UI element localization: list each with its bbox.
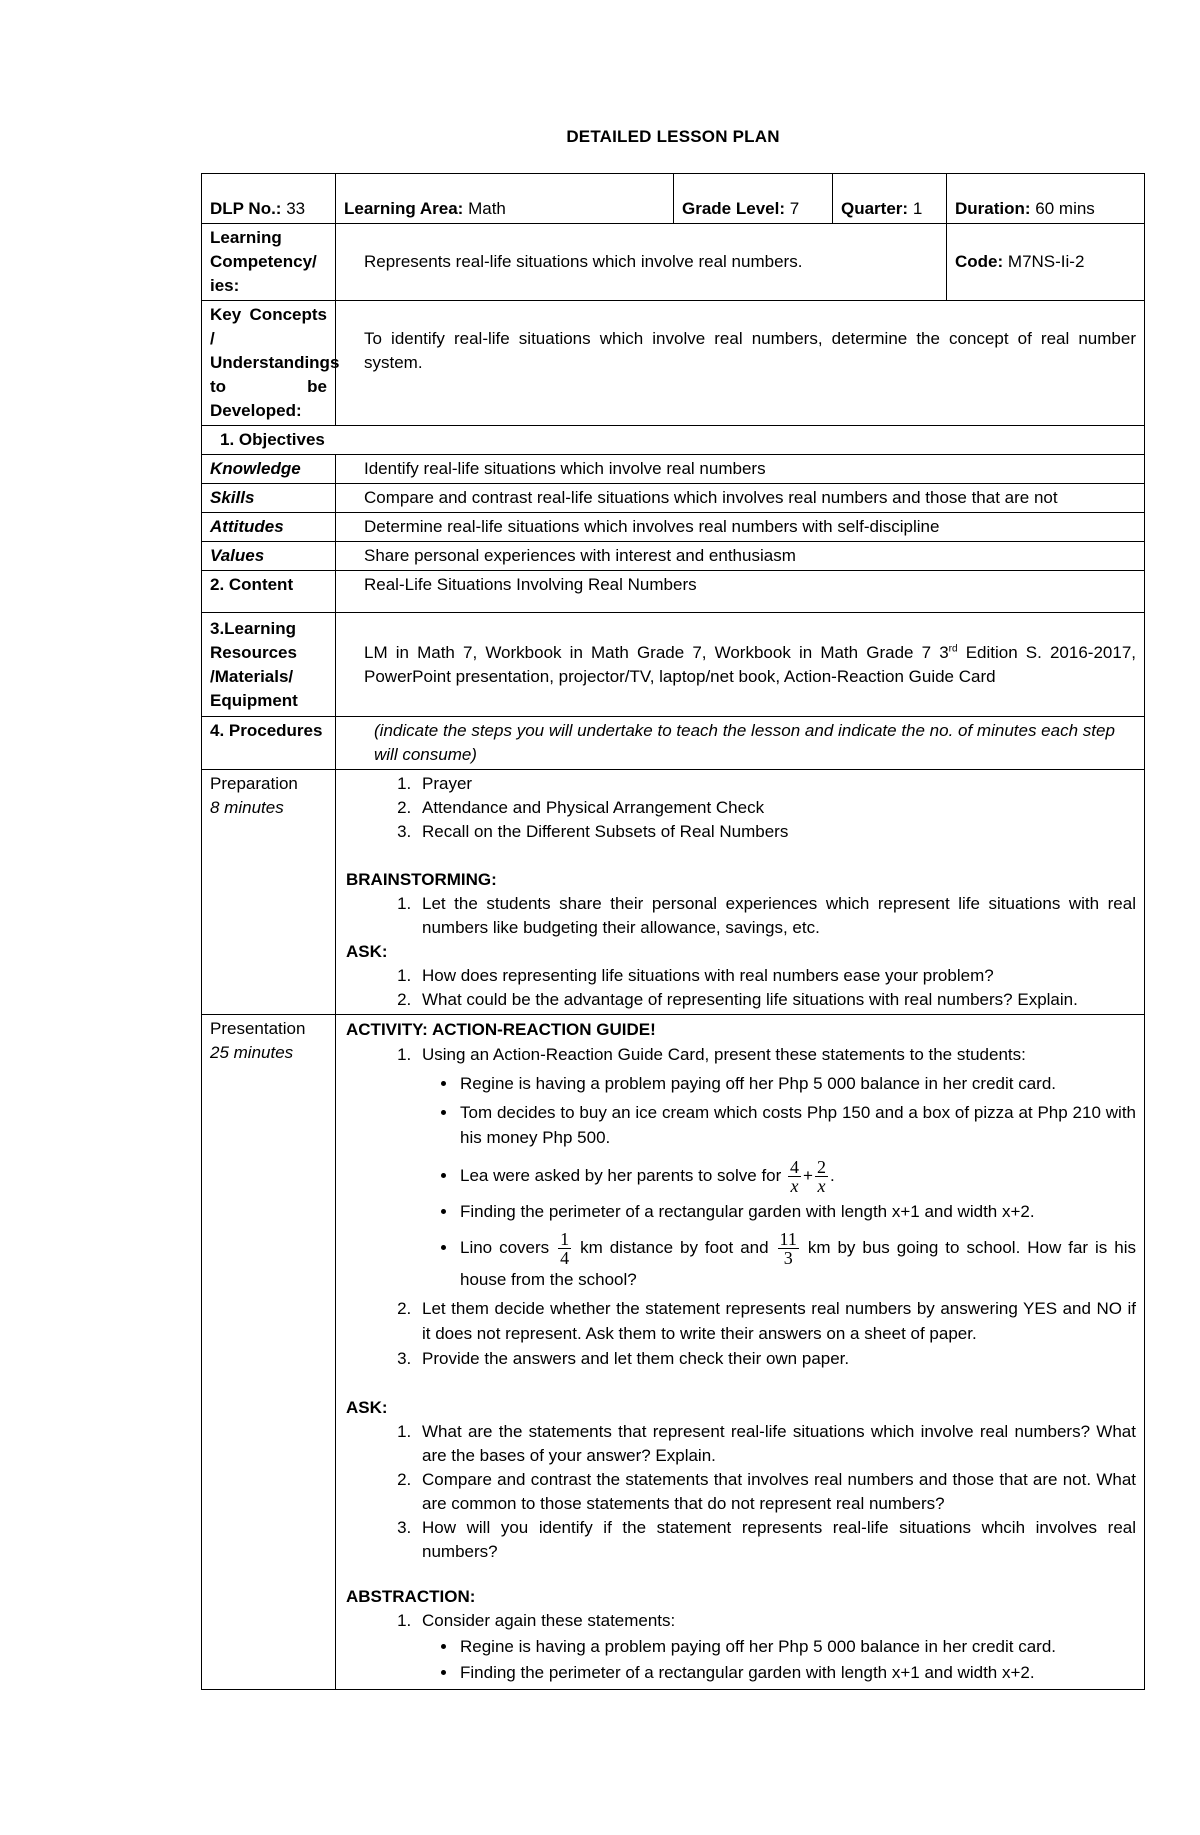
list-item: • Tom decides to buy an ice cream which costs Php 150 and a box of pizza at Php 210 with his money Php 500.: [458, 1100, 1136, 1150]
list-item: [416, 1042, 1136, 1292]
page-title: DETAILED LESSON PLAN: [566, 127, 780, 146]
presentation-row: [202, 1015, 1145, 1690]
list-item: • Finding the perimeter of a rectangular garden with length x+1 and width x+2.: [458, 1199, 1136, 1224]
dlp-no-cell: [202, 174, 336, 224]
learning-area-value: Math: [468, 199, 506, 218]
preparation-body: [336, 770, 1145, 1015]
preparation-minutes: 8 minutes: [210, 798, 284, 817]
ask-list-2: [346, 1420, 1136, 1564]
abstraction-list: [346, 1609, 1136, 1685]
values-row: [202, 542, 1145, 571]
abstraction-bullets: [422, 1635, 1136, 1685]
activity-heading: ACTIVITY: ACTION-REACTION GUIDE!: [346, 1020, 656, 1039]
fraction-numerator: 2: [816, 1157, 826, 1177]
knowledge-label: Knowledge: [202, 455, 336, 484]
key-concepts-row: [202, 301, 1145, 426]
grade-level-cell: [674, 174, 833, 224]
fraction-11-over-3: [778, 1230, 799, 1267]
list-item: [416, 1609, 1136, 1685]
attitudes-label: Attitudes: [202, 513, 336, 542]
preparation-list: [346, 772, 1136, 844]
resources-label: 3.Learning Resources /Materials/ Equipment: [202, 613, 336, 717]
quarter-value: 1: [912, 199, 923, 218]
list-item: 1. Let the students share their personal experiences which represent life situations with real numbers like budgeting their allowance, savings, etc.: [416, 892, 1136, 940]
list-item: 3. Provide the answers and let them check their own paper.: [416, 1346, 1136, 1371]
bullet5-text-b: km distance by foot and: [573, 1237, 776, 1257]
fraction-numerator: 4: [790, 1157, 800, 1177]
fraction-numerator: 11: [779, 1229, 797, 1249]
abstraction-heading: ABSTRACTION:: [346, 1587, 476, 1606]
preparation-row: [202, 770, 1145, 1015]
dlp-no-value: 33: [286, 199, 306, 218]
list-item: • Regine is having a problem paying off her Php 5 000 balance in her credit card.: [458, 1635, 1136, 1659]
lesson-plan-table: [201, 173, 1145, 1690]
statement-list: [422, 1071, 1136, 1292]
procedures-note: (indicate the steps you will undertake to teach the lesson and indicate the no. of minutes each step will consume): [336, 717, 1145, 770]
code-cell: [947, 224, 1145, 301]
plus-sign: +: [803, 1165, 813, 1185]
objectives-heading: 1. Objectives: [202, 426, 1145, 455]
resources-text-a: LM in Math 7, Workbook in Math Grade 7, Workbook in Math Grade 7 3: [364, 642, 949, 662]
competency-row: [202, 224, 1145, 301]
quarter-label: Quarter:: [841, 199, 909, 218]
brainstorming-heading: BRAINSTORMING:: [346, 870, 497, 889]
fraction-2-over-x: [815, 1158, 828, 1195]
preparation-label: Preparation: [210, 774, 298, 793]
fraction-denominator: 4: [560, 1248, 570, 1268]
key-concepts-text: To identify real-life situations which involve real numbers, determine the concept of real number system.: [336, 301, 1145, 426]
bullet5-text-c: km by bus going to school. How far is his house from the school?: [460, 1237, 1136, 1289]
list-item: [458, 1158, 1136, 1195]
list-item: 2. Compare and contrast the statements that involves real numbers and those that are not. What are common to those statements that do not represent real numbers?: [416, 1468, 1136, 1516]
fraction-1-over-4: [558, 1230, 571, 1267]
code-value: M7NS-Ii-2: [1007, 252, 1085, 271]
content-text: Real-Life Situations Involving Real Numbers: [336, 571, 1145, 613]
skills-row: [202, 484, 1145, 513]
procedures-label: 4. Procedures: [202, 717, 336, 770]
skills-label: Skills: [202, 484, 336, 513]
fraction-denominator: x: [817, 1176, 826, 1196]
header-row: [202, 174, 1145, 224]
attitudes-row: [202, 513, 1145, 542]
grade-level-label: Grade Level:: [682, 199, 785, 218]
skills-text: Compare and contrast real-life situations which involves real numbers and those that are not: [336, 484, 1145, 513]
abstraction-step: Consider again these statements:: [422, 1611, 676, 1630]
fraction-numerator: 1: [560, 1229, 570, 1249]
list-item: 2. What could be the advantage of representing life situations with real numbers? Explain.: [416, 988, 1136, 1012]
resources-row: [202, 613, 1145, 717]
content-row: [202, 571, 1145, 613]
duration-value: 60 mins: [1035, 199, 1095, 218]
code-label: Code:: [955, 252, 1004, 271]
ask-heading-2: ASK:: [346, 1398, 388, 1417]
duration-label: Duration:: [955, 199, 1031, 218]
ask-list: [346, 964, 1136, 1012]
grade-level-value: 7: [789, 199, 800, 218]
procedures-row: [202, 717, 1145, 770]
brainstorming-list: [346, 892, 1136, 940]
list-item: 2. Let them decide whether the statement represents real numbers by answering YES and NO if it does not represent. Ask them to write their answers on a sheet of paper.: [416, 1296, 1136, 1346]
list-item: 1. Prayer: [416, 772, 1136, 796]
list-item: • Regine is having a problem paying off her Php 5 000 balance in her credit card.: [458, 1071, 1136, 1096]
learning-area-label: Learning Area:: [344, 199, 464, 218]
presentation-body: [336, 1015, 1145, 1690]
resources-text: [336, 613, 1145, 717]
duration-cell: [947, 174, 1145, 224]
attitudes-text: Determine real-life situations which involves real numbers with self-discipline: [336, 513, 1145, 542]
fraction-4-over-x: [788, 1158, 801, 1195]
values-text: Share personal experiences with interest and enthusiasm: [336, 542, 1145, 571]
key-concepts-label: Key Concepts / Understandings to be Developed:: [202, 301, 336, 426]
preparation-label-cell: [202, 770, 336, 1015]
content-label: 2. Content: [202, 571, 336, 613]
presentation-label: Presentation: [210, 1019, 306, 1038]
bullet3-period: .: [829, 1165, 835, 1185]
values-label: Values: [202, 542, 336, 571]
list-item: 3. How will you identify if the statement represents real-life situations whcih involves real numbers?: [416, 1516, 1136, 1564]
resources-sup: rd: [948, 642, 958, 654]
presentation-label-cell: [202, 1015, 336, 1690]
objectives-row: [202, 426, 1145, 455]
knowledge-text: Identify real-life situations which involve real numbers: [336, 455, 1145, 484]
bullet5-text-a: Lino covers: [460, 1237, 557, 1257]
list-item: [458, 1230, 1136, 1292]
activity-step-1: Using an Action-Reaction Guide Card, present these statements to the students:: [422, 1045, 1026, 1064]
knowledge-row: [202, 455, 1145, 484]
fraction-denominator: x: [790, 1176, 799, 1196]
competency-text: Represents real-life situations which involve real numbers.: [336, 224, 947, 301]
fraction-denominator: 3: [783, 1248, 793, 1268]
list-item: 1. How does representing life situations with real numbers ease your problem?: [416, 964, 1136, 988]
quarter-cell: [833, 174, 947, 224]
resources-text-b: Edition S. 2016-2017, PowerPoint presentation, projector/TV, laptop/net book, Action-Reaction Guide Card: [364, 642, 1137, 686]
competency-label: Learning Competency/ ies:: [202, 224, 336, 301]
ask-heading: ASK:: [346, 942, 388, 961]
dlp-no-label: DLP No.:: [210, 199, 282, 218]
activity-list: [346, 1042, 1136, 1371]
list-item: 3. Recall on the Different Subsets of Real Numbers: [416, 820, 1136, 844]
list-item: • Finding the perimeter of a rectangular garden with length x+1 and width x+2.: [458, 1661, 1136, 1685]
bullet3-text: Lea were asked by her parents to solve for: [460, 1165, 787, 1185]
list-item: 2. Attendance and Physical Arrangement Check: [416, 796, 1136, 820]
list-item: 1. What are the statements that represent real-life situations which involve real numbers? What are the bases of your answer? Explain.: [416, 1420, 1136, 1468]
learning-area-cell: [336, 174, 674, 224]
presentation-minutes: 25 minutes: [210, 1043, 294, 1062]
